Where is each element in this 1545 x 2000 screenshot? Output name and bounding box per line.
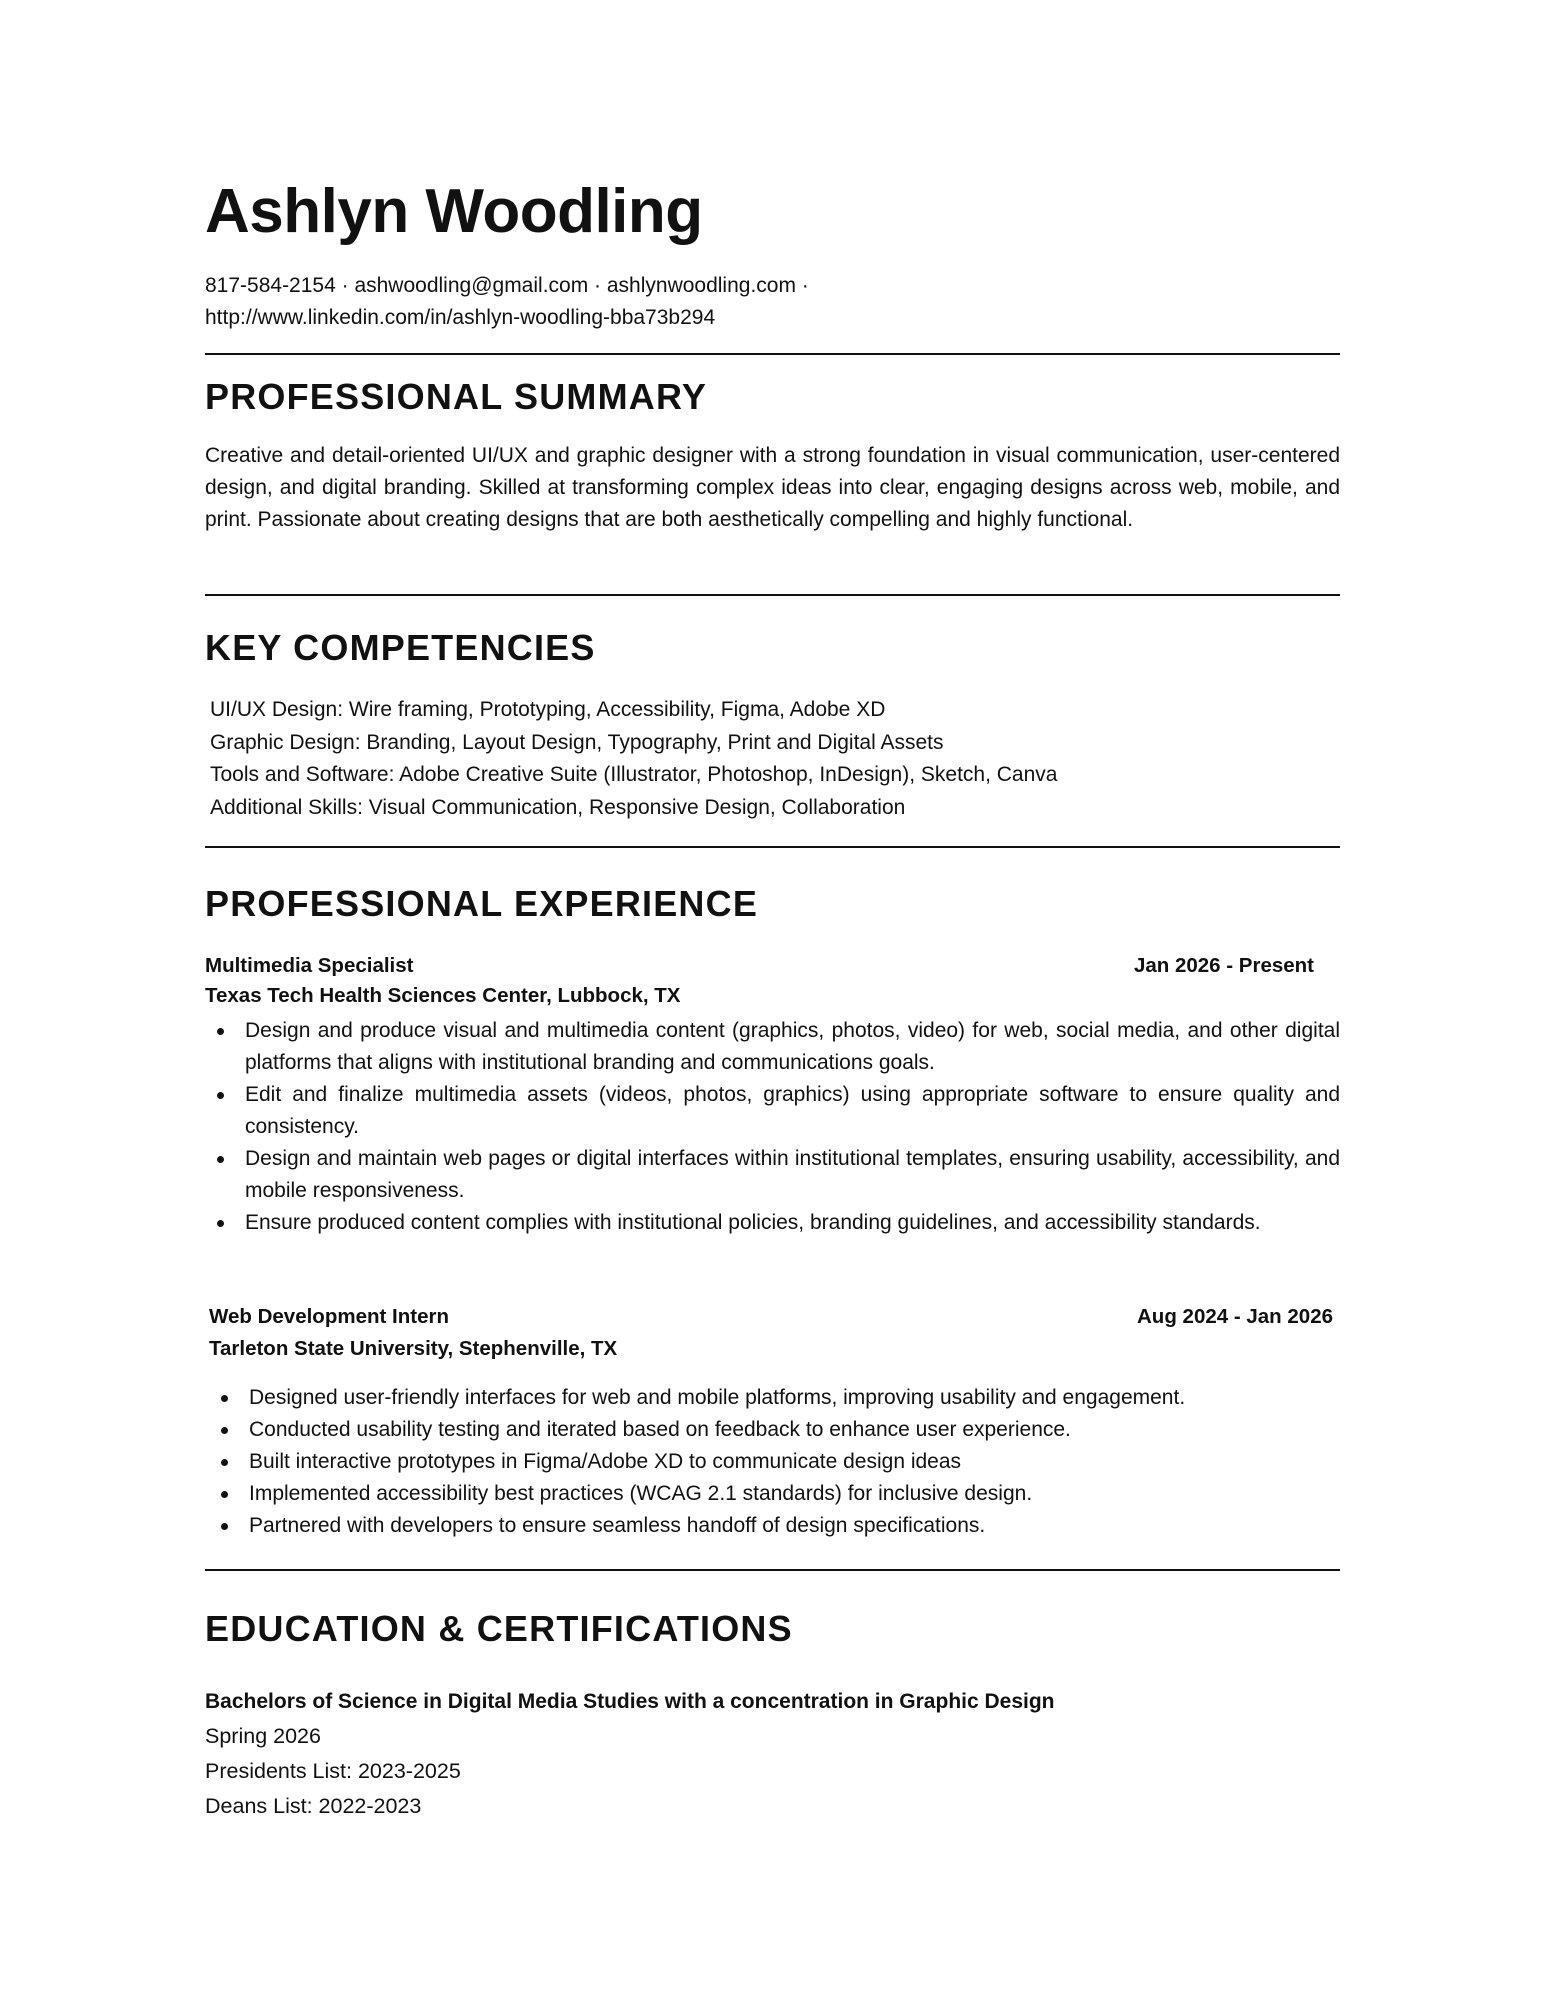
job-bullets — [245, 1015, 1340, 1239]
bullet-icon — [217, 1092, 224, 1099]
education-heading: EDUCATION & CERTIFICATIONS — [205, 1608, 793, 1649]
education-detail: Deans List: 2022-2023 — [205, 1794, 422, 1818]
list-item: Built interactive prototypes in Figma/Adobe XD to communicate design ideas — [249, 1446, 1340, 1478]
education-detail: Spring 2026 — [205, 1724, 321, 1748]
section-divider — [205, 846, 1340, 848]
list-item: Partnered with developers to ensure seamless handoff of design specifications. — [249, 1510, 1340, 1542]
competency-item: Tools and Software: Adobe Creative Suite (Illustrator, Photoshop, InDesign), Sketch, Canva — [210, 763, 1058, 786]
job-organization: Texas Tech Health Sciences Center, Lubbock, TX — [205, 984, 681, 1007]
job-dates: Jan 2026 - Present — [1133, 954, 1314, 977]
list-item: Conducted usability testing and iterated based on feedback to enhance user experience. — [249, 1414, 1340, 1446]
bullet-icon — [221, 1491, 228, 1498]
competencies-heading: KEY COMPETENCIES — [205, 627, 596, 668]
job-organization: Tarleton State University, Stephenville, TX — [209, 1337, 618, 1360]
experience-heading: PROFESSIONAL EXPERIENCE — [205, 883, 759, 924]
degree: Bachelors of Science in Digital Media Studies with a concentration in Graphic Design — [205, 1690, 1055, 1713]
bullet-icon — [221, 1523, 228, 1530]
bullet-icon — [221, 1427, 228, 1434]
job-dates: Aug 2024 - Jan 2026 — [1137, 1305, 1333, 1328]
education-detail: Presidents List: 2023-2025 — [205, 1759, 461, 1783]
list-item: Edit and finalize multimedia assets (videos, photos, graphics) using appropriate software to ensure quality and consistency. — [245, 1079, 1340, 1143]
summary-heading: PROFESSIONAL SUMMARY — [205, 376, 708, 417]
list-item: Ensure produced content complies with institutional policies, branding guidelines, and accessibility standards. — [245, 1207, 1340, 1239]
competency-item: UI/UX Design: Wire framing, Prototyping, Accessibility, Figma, Adobe XD — [210, 698, 886, 721]
competency-item: Graphic Design: Branding, Layout Design, Typography, Print and Digital Assets — [210, 730, 944, 754]
contact-line-2: http://www.linkedin.com/in/ashlyn-woodling-bba73b294 — [205, 306, 716, 329]
section-divider — [205, 594, 1340, 596]
list-item: Design and produce visual and multimedia content (graphics, photos, video) for web, social media, and other digital platforms that aligns with institutional branding and communications goals. — [245, 1015, 1340, 1079]
contact-line-1: 817-584-2154 · ashwoodling@gmail.com · ashlynwoodling.com · — [205, 274, 809, 297]
applicant-name: Ashlyn Woodling — [205, 177, 703, 246]
competency-item: Additional Skills: Visual Communication, Responsive Design, Collaboration — [210, 795, 906, 819]
list-item: Implemented accessibility best practices (WCAG 2.1 standards) for inclusive design. — [249, 1478, 1340, 1510]
bullet-icon — [217, 1220, 224, 1227]
contact-info — [205, 270, 809, 334]
job-title: Multimedia Specialist — [205, 954, 414, 977]
list-item: Design and maintain web pages or digital interfaces within institutional templates, ensuring usability, accessibility, and mobile responsiveness. — [245, 1143, 1340, 1207]
job-bullets — [249, 1382, 1340, 1542]
job-title: Web Development Intern — [209, 1305, 449, 1328]
competencies-list — [210, 694, 1057, 824]
bullet-icon — [221, 1459, 228, 1466]
list-item: Designed user-friendly interfaces for web and mobile platforms, improving usability and engagement. — [249, 1382, 1340, 1414]
bullet-icon — [217, 1156, 224, 1163]
summary-text: Creative and detail-oriented UI/UX and graphic designer with a strong foundation in visual communication, user-centered design, and digital branding. Skilled at transforming complex ideas into clear, engaging designs across web, mobile, and print. Passionate about creating designs that are both aesthetically compelling and highly functional. — [205, 444, 1340, 531]
bullet-icon — [217, 1028, 224, 1035]
section-divider — [205, 353, 1340, 355]
bullet-icon — [221, 1395, 228, 1402]
section-divider — [205, 1569, 1340, 1571]
